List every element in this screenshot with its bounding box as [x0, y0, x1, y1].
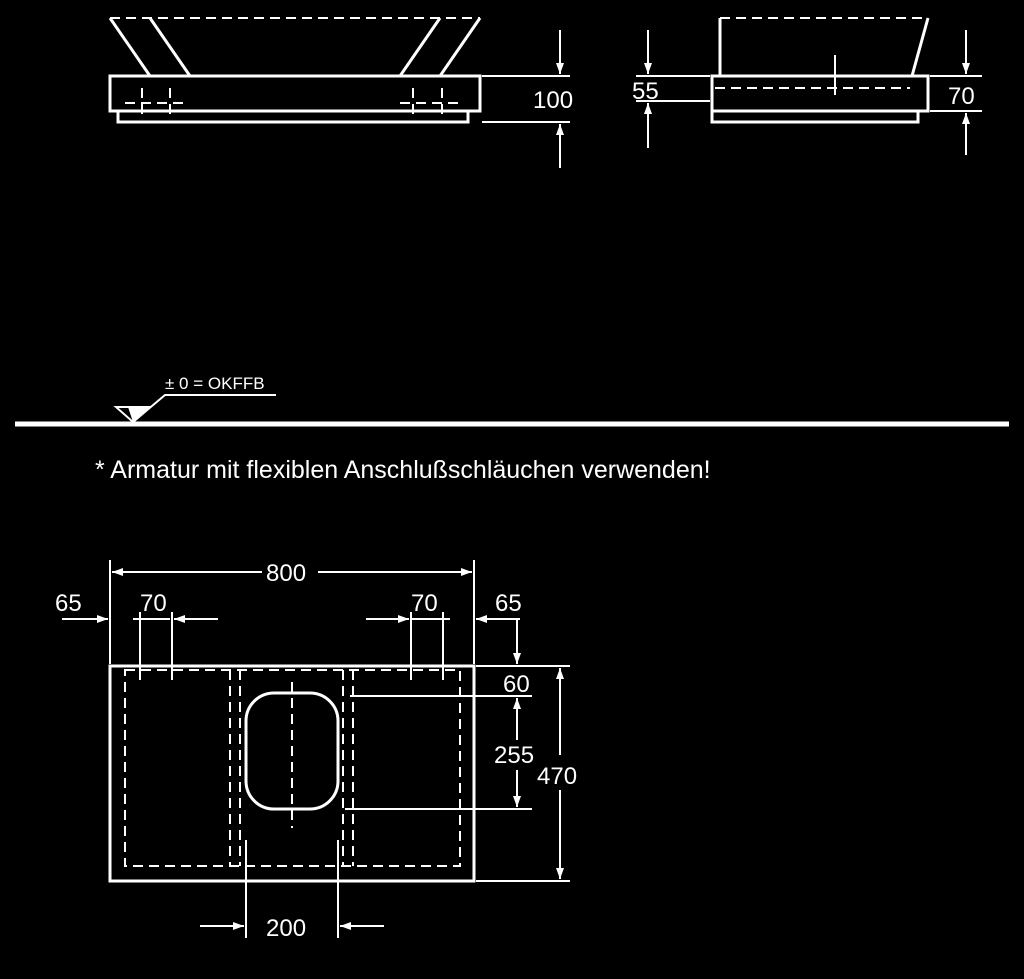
counter-slab	[110, 76, 480, 111]
basin-inner-sides	[150, 18, 440, 76]
dim-800-label: 800	[266, 560, 307, 587]
dim-70-left-label: 70	[140, 590, 167, 617]
dim-65-left-label: 65	[55, 590, 82, 617]
dim-200-label: 200	[266, 915, 307, 942]
dim-70-right-label: 70	[411, 590, 438, 617]
level-label: ± 0 = OKFFB	[165, 374, 265, 393]
dim-55-label: 55	[632, 78, 659, 105]
dim-255-label: 255	[494, 742, 535, 769]
dim-60-label: 60	[503, 671, 530, 698]
bracket-left	[125, 88, 185, 120]
dim-100-label: 100	[533, 87, 574, 114]
dim-65-right-label: 65	[495, 590, 522, 617]
plan-view	[55, 560, 577, 942]
floor-level	[15, 374, 1009, 424]
plan-support-left	[230, 670, 240, 866]
plan-support-right	[343, 670, 353, 866]
dim-70-side-label: 70	[948, 83, 975, 110]
side-elevation	[632, 18, 982, 155]
side-counter-underside	[712, 111, 918, 122]
dim-470-label: 470	[537, 763, 578, 790]
level-leader	[133, 395, 276, 422]
bracket-right	[400, 88, 460, 120]
basin-outer-sides	[110, 18, 480, 76]
installation-note: * Armatur mit flexiblen Anschlußschläuchen verwenden!	[95, 456, 711, 484]
side-basin-outline	[720, 18, 928, 76]
side-counter-slab	[712, 76, 928, 111]
front-elevation	[110, 18, 573, 168]
